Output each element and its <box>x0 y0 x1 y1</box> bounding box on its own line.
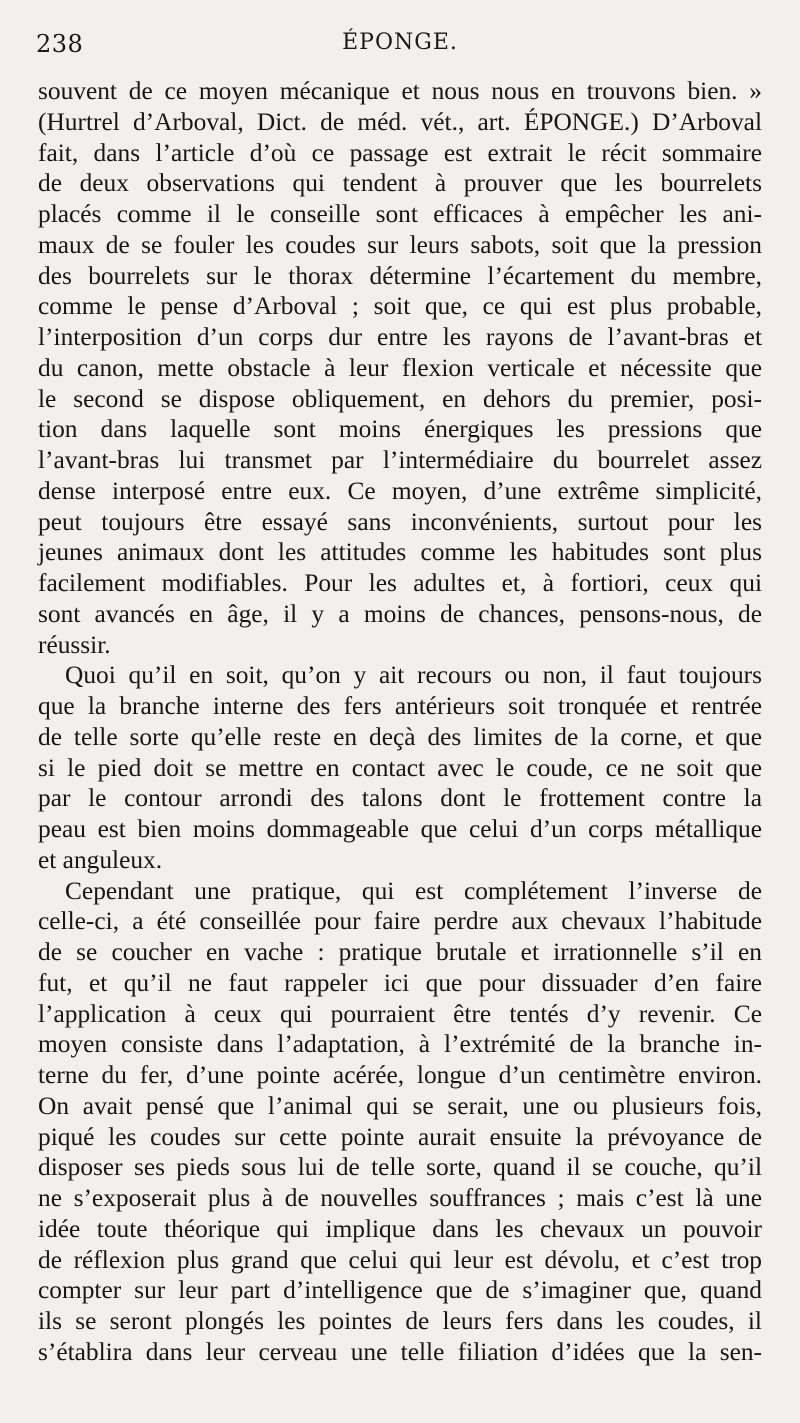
text-line: Quoi qu’il en soit, qu’on y ait recours ou non, il faut toujours <box>65 661 762 690</box>
text-line: réussir. <box>38 630 111 659</box>
text-line: fait, dans l’article d’où ce passage est extrait le récit sommaire <box>38 138 762 167</box>
text-line: comme le pense d’Arboval ; soit que, ce qui est plus probable, <box>38 292 762 321</box>
text-line: l’avant-bras lui transmet par l’intermédiaire du bourrelet assez <box>38 446 762 474</box>
text-line: sont avancés en âge, il y a moins de chances, pensons-nous, de <box>38 599 762 628</box>
text-line: disposer ses pieds sous lui de telle sorte, quand il se couche, qu’il <box>38 1153 762 1182</box>
text-line: ne s’exposerait plus à de nouvelles souffrances ; mais c’est là une <box>38 1184 762 1212</box>
text-line: le second se dispose obliquement, en dehors du premier, posi- <box>38 384 762 413</box>
text-line: souvent de ce moyen mécanique et nous nous en trouvons bien. » <box>38 77 762 105</box>
text-line: si le pied doit se mettre en contact avec le coude, ce ne soit que <box>38 753 762 782</box>
text-line: par le contour arrondi des talons dont le frottement contre la <box>38 784 762 813</box>
text-line: l’application à ceux qui pourraient être tentés d’y revenir. Ce <box>38 999 762 1028</box>
text-line: compter sur leur part d’intelligence que de s’imaginer que, quand <box>38 1276 762 1305</box>
text-line: de se coucher en vache : pratique brutale et irrationnelle s’il en <box>38 938 762 966</box>
running-head: ÉPONGE. <box>342 30 458 55</box>
text-line: terne du fer, d’une pointe acérée, longue d’un centimètre environ. <box>38 1061 762 1089</box>
text-line: facilement modifiables. Pour les adultes et, à fortiori, ceux qui <box>38 569 762 597</box>
text-line: piqué les coudes sur cette pointe aurait ensuite la prévoyance de <box>38 1122 762 1151</box>
text-line: tion dans laquelle sont moins énergiques les pressions que <box>38 415 762 444</box>
text-line: fut, et qu’il ne faut rappeler ici que pour dissuader d’en faire <box>38 968 762 997</box>
text-line: moyen consiste dans l’adaptation, à l’extrémité de la branche in- <box>38 1030 762 1059</box>
text-line: des bourrelets sur le thorax détermine l’écartement du membre, <box>38 261 762 290</box>
text-line: de telle sorte qu’elle reste en deçà des limites de la corne, et que <box>38 722 762 751</box>
text-line: que la branche interne des fers antérieurs soit tronquée et rentrée <box>38 692 762 720</box>
text-line: peut toujours être essayé sans inconvénients, surtout pour les <box>38 507 762 536</box>
text-line: dense interposé entre eux. Ce moyen, d’une extrême simplicité, <box>38 476 762 505</box>
body-text <box>38 76 762 1368</box>
text-line: On avait pensé que l’animal qui se serait, une ou plusieurs fois, <box>38 1091 762 1120</box>
text-line: de réflexion plus grand que celui qui leur est dévolu, et c’est trop <box>38 1245 762 1274</box>
text-line: placés comme il le conseille sont efficaces à empêcher les ani- <box>38 200 762 228</box>
text-line: idée toute théorique qui implique dans les chevaux un pouvoir <box>38 1214 762 1243</box>
text-line: Cependant une pratique, qui est complétement l’inverse de <box>65 876 762 905</box>
page-header <box>36 30 764 62</box>
text-line: du canon, mette obstacle à leur flexion verticale et nécessite que <box>38 353 762 382</box>
text-line: peau est bien moins dommageable que celui d’un corps métallique <box>38 815 762 843</box>
text-line: de deux observations qui tendent à prouver que les bourrelets <box>38 169 762 198</box>
text-line: jeunes animaux dont les attitudes comme les habitudes sont plus <box>38 538 762 567</box>
text-line: s’établira dans leur cerveau une telle filiation d’idées que la sen- <box>38 1337 762 1366</box>
text-line: et anguleux. <box>38 845 163 874</box>
text-line: l’interposition d’un corps dur entre les rayons de l’avant-bras et <box>38 323 762 351</box>
text-line: maux de se fouler les coudes sur leurs sabots, soit que la pression <box>38 230 762 259</box>
text-line: celle-ci, a été conseillée pour faire perdre aux chevaux l’habitude <box>38 907 762 936</box>
page-number: 238 <box>36 30 84 58</box>
text-line: ils se seront plongés les pointes de leurs fers dans les coudes, il <box>38 1307 762 1335</box>
text-line: (Hurtrel d’Arboval, Dict. de méd. vét., art. ÉPONGE.) D’Arboval <box>38 107 762 136</box>
